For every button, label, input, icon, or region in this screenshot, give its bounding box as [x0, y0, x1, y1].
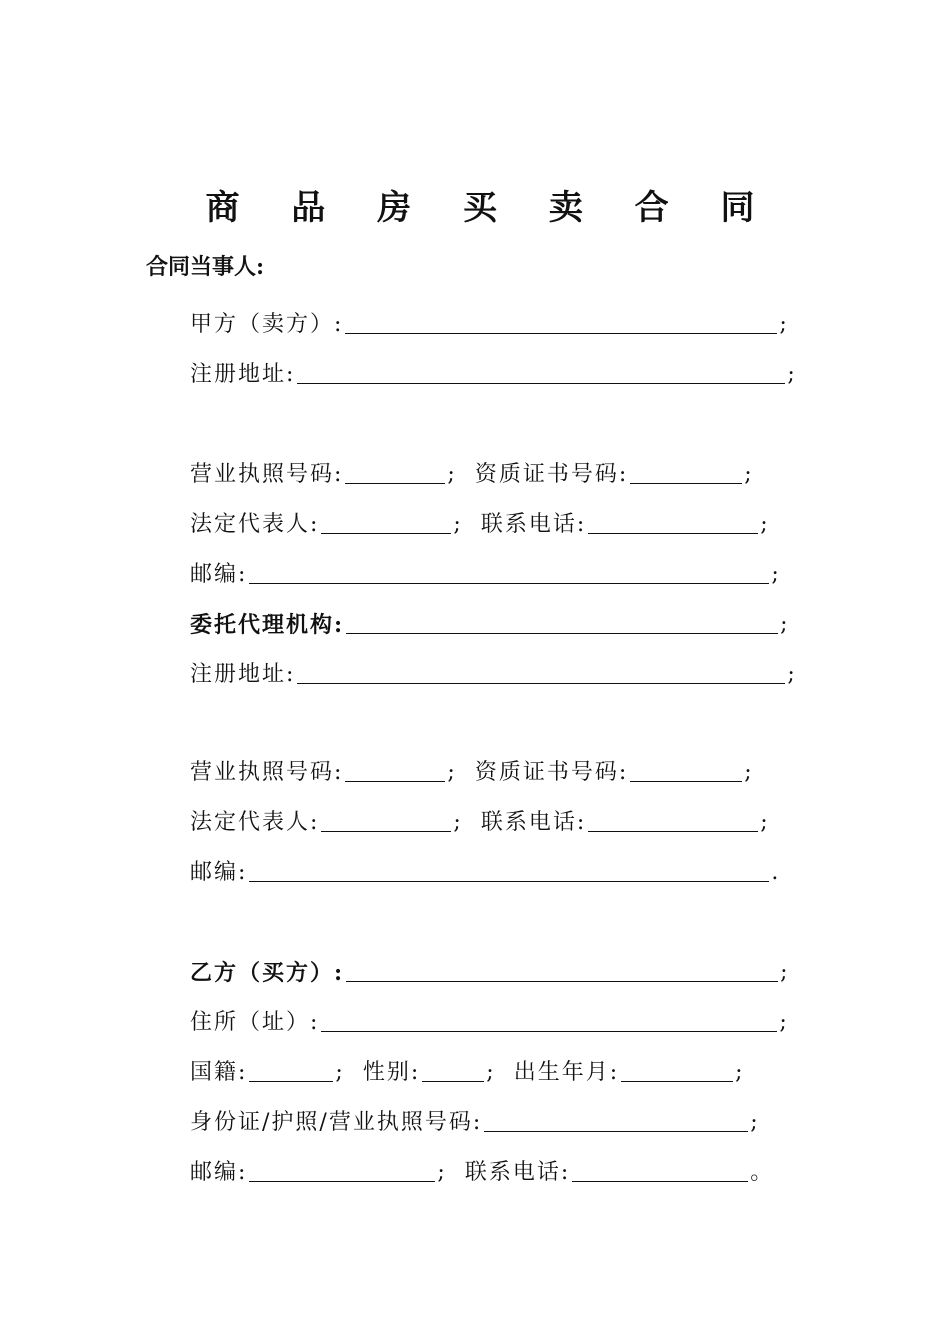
agent-qualification-field[interactable]: [630, 757, 742, 782]
buyer-name-label: 乙方（买方）:: [190, 960, 345, 986]
semicolon: ;: [787, 362, 797, 387]
semicolon: ;: [335, 1060, 345, 1085]
agent-name-field[interactable]: [346, 609, 778, 634]
agent-address-label: 注册地址:: [190, 662, 296, 687]
agent-qualification-label: 资质证书号码:: [474, 760, 629, 785]
seller-rep-label: 法定代表人:: [190, 512, 320, 537]
seller-qualification-field[interactable]: [630, 459, 742, 484]
semicolon: ;: [779, 312, 789, 337]
buyer-name-field[interactable]: [346, 957, 778, 982]
semicolon: ;: [744, 760, 754, 785]
semicolon: ;: [787, 662, 797, 687]
seller-address-label: 注册地址:: [190, 362, 296, 387]
agent-rep-label: 法定代表人:: [190, 810, 320, 835]
buyer-residence-field[interactable]: [321, 1007, 777, 1032]
agent-phone-label: 联系电话:: [480, 810, 587, 835]
agent-name-row: [190, 606, 790, 640]
seller-name-row: [190, 306, 789, 340]
semicolon: ;: [771, 562, 781, 587]
agent-postcode-label: 邮编:: [190, 860, 248, 885]
buyer-id-label: 身份证/护照/营业执照号码:: [190, 1110, 483, 1135]
semicolon: ;: [735, 1060, 745, 1085]
semicolon: ;: [744, 462, 754, 487]
buyer-phone-label: 联系电话:: [464, 1160, 571, 1185]
parties-heading: 合同当事人:: [146, 254, 265, 280]
buyer-phone-field[interactable]: [572, 1157, 748, 1182]
seller-postcode-row: [190, 556, 781, 590]
buyer-contact-row: [190, 1154, 774, 1188]
semicolon: ;: [453, 512, 463, 537]
semicolon: ;: [453, 810, 463, 835]
agent-postcode-field[interactable]: [249, 857, 769, 882]
buyer-postcode-field[interactable]: [249, 1157, 435, 1182]
semicolon: ;: [437, 1160, 447, 1185]
full-stop: 。: [750, 1160, 775, 1185]
buyer-nationality-label: 国籍:: [190, 1060, 248, 1085]
seller-license-row: [190, 456, 754, 490]
agent-license-field[interactable]: [345, 757, 445, 782]
semicolon: ;: [779, 1010, 789, 1035]
agent-license-row: [190, 754, 754, 788]
buyer-residence-label: 住所（址）:: [190, 1010, 320, 1035]
seller-name-field[interactable]: [345, 309, 777, 334]
period: .: [771, 860, 781, 885]
seller-rep-row: [190, 506, 770, 540]
seller-address-row: [190, 356, 797, 390]
buyer-id-field[interactable]: [484, 1107, 748, 1132]
seller-qualification-label: 资质证书号码:: [474, 462, 629, 487]
buyer-residence-row: [190, 1004, 789, 1038]
semicolon: ;: [780, 612, 790, 637]
buyer-postcode-label: 邮编:: [190, 1160, 248, 1185]
agent-address-row: [190, 656, 797, 690]
agent-phone-field[interactable]: [588, 807, 758, 832]
buyer-info-row: [190, 1054, 745, 1088]
semicolon: ;: [447, 760, 457, 785]
contract-title: 商 品 房 买 卖 合 同: [205, 188, 775, 228]
semicolon: ;: [760, 810, 770, 835]
buyer-id-row: [190, 1104, 760, 1138]
seller-phone-label: 联系电话:: [480, 512, 587, 537]
agent-license-label: 营业执照号码:: [190, 760, 344, 785]
buyer-nationality-field[interactable]: [249, 1057, 333, 1082]
agent-postcode-row: [190, 854, 780, 888]
seller-phone-field[interactable]: [588, 509, 758, 534]
buyer-birth-field[interactable]: [621, 1057, 733, 1082]
seller-license-label: 营业执照号码:: [190, 462, 344, 487]
agent-rep-row: [190, 804, 770, 838]
semicolon: ;: [447, 462, 457, 487]
agent-name-label: 委托代理机构:: [190, 612, 345, 638]
semicolon: ;: [486, 1060, 496, 1085]
agent-address-field[interactable]: [297, 659, 785, 684]
semicolon: ;: [750, 1110, 760, 1135]
buyer-name-row: [190, 954, 790, 988]
seller-postcode-field[interactable]: [249, 559, 769, 584]
seller-address-field[interactable]: [297, 359, 785, 384]
buyer-gender-label: 性别:: [362, 1060, 421, 1085]
seller-postcode-label: 邮编:: [190, 562, 248, 587]
seller-name-label: 甲方（卖方）:: [190, 312, 344, 337]
buyer-gender-field[interactable]: [422, 1057, 484, 1082]
semicolon: ;: [780, 960, 790, 985]
semicolon: ;: [760, 512, 770, 537]
agent-rep-field[interactable]: [321, 807, 451, 832]
seller-rep-field[interactable]: [321, 509, 451, 534]
buyer-birth-label: 出生年月:: [513, 1060, 620, 1085]
seller-license-field[interactable]: [345, 459, 445, 484]
